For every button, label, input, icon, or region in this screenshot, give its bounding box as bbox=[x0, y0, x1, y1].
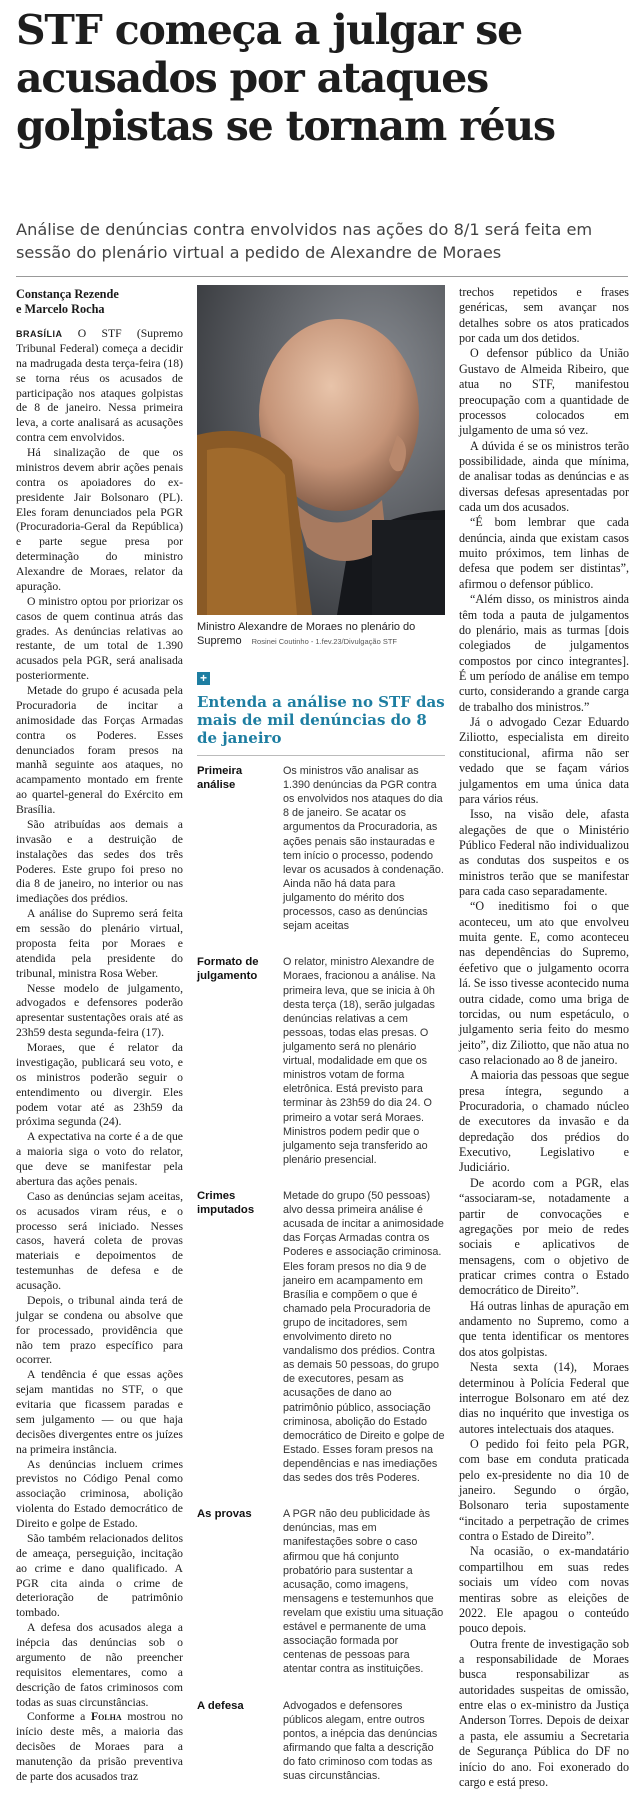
paragraph: “Além disso, os ministros ainda têm toda a pauta de julgamentos do plenário, mais as turmas [dois colegiados de julgamentos compostos por cinco integrantes]. É um período de análise em tempo curto, considerando a grande carga de trabalho dos ministros.” bbox=[459, 592, 629, 714]
explainer-box bbox=[197, 672, 445, 1783]
row-label: Formato de julgamento bbox=[197, 956, 259, 983]
paragraph: O ministro optou por priorizar os casos de quem continua atrás das grades. As denúncias relativas ao restante, de um total de 1.390 acusados pela PGR, será analisada posteriormente. bbox=[16, 594, 183, 683]
paragraph: trechos repetidos e frases genéricas, sem avançar nos detalhes sobre os atos praticados por cada um dos detidos. bbox=[459, 285, 629, 346]
subheadline: Análise de denúncias contra envolvidos nas ações do 8/1 será feita em sessão do plenário virtual a pedido de Alexandre de Moraes bbox=[16, 220, 593, 262]
portrait-illustration bbox=[197, 285, 445, 615]
explainer-row bbox=[197, 1507, 445, 1676]
paragraph bbox=[16, 327, 183, 446]
byline bbox=[16, 287, 183, 317]
paragraph: Isso, na visão dele, afasta alegações de que o Ministério Público Federal não individualizou as condutas dos suspeitos e os ministros terão que se manifestar para cada caso separadamente. bbox=[459, 807, 629, 899]
explainer-title: Entenda a análise no STF das mais de mil denúncias do 8 de janeiro bbox=[197, 693, 445, 747]
paragraph: A maioria das pessoas que segue presa íntegra, segundo a Procuradoria, o chamado núcleo de executores da invasão e da depredação dos prédios do Executivo, Legislativo e Judiciário. bbox=[459, 1068, 629, 1175]
photo-credit: Rosinei Coutinho - 1.fev.23/Divulgação STF bbox=[251, 637, 397, 646]
headline: STF começa a julgar se acusados por ataques golpistas se tornam réus bbox=[16, 6, 555, 150]
row-label: A defesa bbox=[197, 1699, 244, 1712]
paragraph: Há outras linhas de apuração em andamento no Supremo, como a que tenta identificar os mentores dos atos golpistas. bbox=[459, 1298, 629, 1359]
divider bbox=[16, 276, 628, 277]
paragraph: As denúncias incluem crimes previstos no Código Penal como associação criminosa, abolição violenta do Estado democrático de Direito e golpe de Estado. bbox=[16, 1457, 183, 1530]
explainer-row bbox=[197, 955, 445, 1167]
newspaper-name: Folha bbox=[90, 1710, 122, 1724]
plus-icon: + bbox=[197, 672, 210, 685]
row-text: Metade do grupo (50 pessoas) alvo dessa primeira análise é acusada de incitar a animosidade das Forças Armadas contra os Poderes e associação criminosa. Eles foram presos no dia 9 de janeiro em acampamento em Brasília e compõem o que é chamado pela Procuradoria de grupo de incitadores, sem envolvimento direto no vandalismo dos prédios. Contra as demais 50 pessoas, do grupo de executores, pesam as acusações de dano ao patrimônio público, associação criminosa, abolição do Estado democrático de Direito e golpe de Estado. Esses foram presos na dependências e nas imediações das sedes dos três Poderes. bbox=[283, 1189, 445, 1485]
caption-text: Ministro Alexandre de Moraes no plenário do Supremo bbox=[197, 621, 416, 647]
byline-author-1: Constança Rezende bbox=[16, 287, 119, 301]
photo-alexandre-de-moraes bbox=[197, 285, 445, 615]
paragraph: Conforme a Folha mostrou no início deste mês, a maioria das decisões de Moraes para a manutenção da prisão preventiva de parte dos acusados traz bbox=[16, 1710, 183, 1783]
paragraph: O defensor público da União Gustavo de Almeida Ribeiro, que atua no STF, manifestou preocupação com a quantidade de processos colocados em julgamento de uma só vez. bbox=[459, 346, 629, 438]
row-label: Primeira análise bbox=[197, 765, 243, 791]
byline-author-2: e Marcelo Rocha bbox=[16, 302, 105, 316]
explainer-row bbox=[197, 1699, 445, 1784]
paragraph: Já o advogado Cezar Eduardo Ziliotto, especialista em direito constitucional, afirma não ser vedado que se façam vários julgamentos em uma única data para vários réus. bbox=[459, 715, 629, 806]
paragraph-text: O STF (Supremo Tribunal Federal) começa a decidir na madrugada desta terça-feira (18) se torna réus os acusados de participação nos ataques golpistas de 8 de janeiro. Nessa primeira leva, a corte analisará as acusações contra cem envolvidos. bbox=[16, 327, 183, 445]
paragraph: De acordo com a PGR, elas “associaram-se, notadamente a partir de convocações e agregações por meio de redes sociais e aplicativos de mensagens, com o objetivo de praticar crimes contra o Estado democrático de Direito”. bbox=[459, 1175, 629, 1298]
divider bbox=[197, 755, 445, 756]
paragraph: “O ineditismo foi o que aconteceu, um ato que envolveu muita gente. E, como aconteceu nas dependências do Supremo, éefetivo que o julgamento ocorra lá. Se isso tivesse acontecido numa outra cidade, como uma briga de torcidas, ou num espetáculo, o julgamento seria feito do mesmo jeito”, diz Ziliotto, que não atua no caso relacionado ao 8 de janeiro. bbox=[459, 899, 629, 1067]
row-text: O relator, ministro Alexandre de Moraes, fracionou a análise. Na primeira leva, que se inicia à 0h desta terça (18), serão julgadas denúncias relativas a cem pessoas, todas elas presas. O julgamento será no plenário virtual, modalidade em que os ministros votam de forma eletrônica. Está previsto para terminar às 23h59 do dia 24. O primeiro a votar será Moraes. Ministros podem pedir que o julgamento seja transferido ao plenário presencial. bbox=[283, 956, 436, 1166]
paragraph: Na ocasião, o ex-mandatário compartilhou em suas redes sociais um vídeo com novas mentiras sobre as eleições de 2022. Ele apagou o conteúdo pouco depois. bbox=[459, 1544, 629, 1636]
explainer-row bbox=[197, 764, 445, 933]
paragraph: A tendência é que essas ações sejam mantidas no STF, o que evitaria que ficassem paradas e sem julgamento — ou que haja decisões divergentes entre os juízes na primeira instância. bbox=[16, 1368, 183, 1456]
paragraph: Há sinalização de que os ministros devem abrir ações penais contra os apoiadores do ex-presidente Jair Bolsonaro (PL). Eles foram denunciados pela PGR (Procuradoria-Geral da República) e parte segue presa por determinação do ministro Alexandre de Moraes, relator da apuração. bbox=[16, 446, 183, 593]
explainer-row bbox=[197, 1189, 445, 1485]
photo-caption bbox=[197, 620, 445, 649]
dateline: BRASÍLIA bbox=[16, 329, 63, 339]
row-text: Os ministros vão analisar as 1.390 denúncias da PGR contra os envolvidos nos ataques do dia 8 de janeiro. Se acatar os argumentos da Procuradoria, as ações penais são instauradas e tem início o processo, podendo levar os acusados à condenação. Ainda não há data para julgamento do mérito dos processos, caso as denúncias sejam aceitas bbox=[283, 765, 444, 933]
row-text: Advogados e defensores públicos alegam, entre outros pontos, a inépcia das denúncias afirmando que falta a descrição do fato criminoso com todas as suas circunstâncias. bbox=[283, 1699, 438, 1783]
row-text: A PGR não deu publicidade às denúncias, mas em manifestações sobre o caso afirmou que há conjunto probatório para sustentar a acusação, como imagens, mensagens e testemunhos que revelam que existiu uma situação estável e permanente de uma associação formada por centenas de pessoas para atentar contra as instituições. bbox=[283, 1508, 444, 1676]
paragraph: A defesa dos acusados alega a inépcia das denúncias sob o argumento de não preencher requisitos elementares, como a descrição de fatos criminosos com todas as suas circunstâncias. bbox=[16, 1621, 183, 1709]
paragraph: São atribuídas aos demais a invasão e a destruição de instalações das sedes dos três Poderes. Este grupo foi preso no dia 8 de janeiro, no interior ou nas imediações dos prédios. bbox=[16, 817, 183, 906]
paragraph: São também relacionados delitos de ameaça, perseguição, incitação ao crime e dano qualificado. A PGR cita ainda o crime de deterioração de patrimônio tombado. bbox=[16, 1531, 183, 1620]
paragraph: Moraes, que é relator da investigação, publicará seu voto, e os ministros poderão seguir o entendimento ou divergir. Eles podem votar até as 23h59 da próxima segunda (24). bbox=[16, 1041, 183, 1129]
paragraph: Depois, o tribunal ainda terá de julgar se condena ou absolve que for processado, providência que não tem prazo específico para ocorrer. bbox=[16, 1293, 183, 1367]
paragraph: A expectativa na corte é a de que a maioria siga o voto do relator, que deve se manifestar pela abertura das ações penais. bbox=[16, 1130, 183, 1188]
paragraph: Nesta sexta (14), Moraes determinou à Polícia Federal que interrogue Bolsonaro em até dez dias no inquérito que investiga os autores intelectuais dos ataques. bbox=[459, 1360, 629, 1436]
paragraph: O pedido foi feito pela PGR, com base em conduta praticada pelo ex-presidente no dia 10 de janeiro. Segundo o órgão, Bolsonaro teria supostamente “incitado a perpetração de crimes contra o Estado de Direito”. bbox=[459, 1436, 629, 1544]
paragraph: Metade do grupo é acusada pela Procuradoria de incitar a animosidade das Forças Armadas contra os Poderes. Esses denunciados foram presos na manhã seguinte aos ataques, no acampamento montado em frente ao quartel-general do Exército em Brasília. bbox=[16, 684, 183, 816]
paragraph: Caso as denúncias sejam aceitas, os acusados viram réus, e o processo será iniciado. Nesses casos, haverá coleta de provas materiais e depoimentos de testemunhas de defesa e de acusação. bbox=[16, 1189, 183, 1292]
row-label: Crimes imputados bbox=[197, 1189, 255, 1216]
paragraph: A análise do Supremo será feita em sessão do plenário virtual, proposta feita por Moraes e atendida pela presidente do tribunal, ministra Rosa Weber. bbox=[16, 907, 183, 980]
paragraph: A dúvida é se os ministros terão possibilidade, ainda que mínima, de analisar todas as denúncias e as diversas defesas apresentadas por cada um dos acusados. bbox=[459, 438, 629, 515]
article-column-1 bbox=[16, 287, 183, 1785]
paragraph: Outra frente de investigação sob a responsabilidade de Moraes busca responsabilizar as autoridades suspeitas de omissão, entre elas o ex-ministro da Justiça Anderson Torres. Depois de deixar a pasta, ele assumiu a Secretaria de Segurança Pública do DF no início do ano. Foi exonerado do cargo e está preso. bbox=[459, 1636, 629, 1789]
paragraph: Nesse modelo de julgamento, advogados e defensores poderão apresentar sustentações orais até as 23h59 desta segunda-feira (17). bbox=[16, 981, 183, 1040]
paragraph: “É bom lembrar que cada denúncia, ainda que existam casos muito próximos, tem linhas de defesa que podem ser distintas”, afirmou o defensor público. bbox=[459, 515, 629, 591]
article-column-3 bbox=[459, 285, 629, 1790]
row-label: As provas bbox=[197, 1508, 252, 1521]
